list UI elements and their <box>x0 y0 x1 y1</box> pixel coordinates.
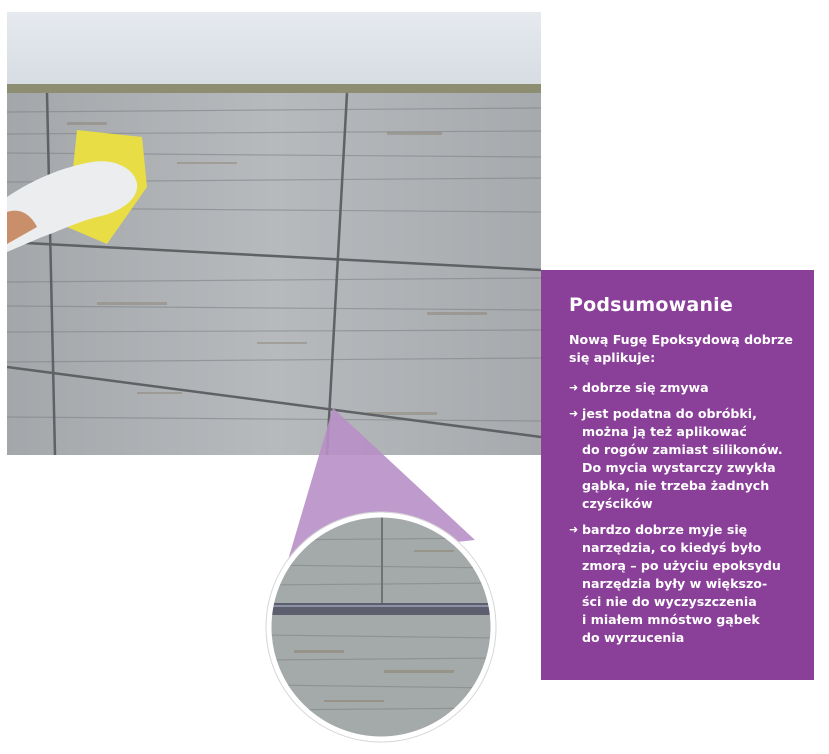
item-line: narzędzia były w większo- <box>582 576 768 591</box>
summary-title: Podsumowanie <box>569 294 733 316</box>
summary-list-item <box>569 405 800 513</box>
summary-panel <box>541 270 814 680</box>
summary-list-item <box>569 521 800 647</box>
arrow-right-icon: ➜ <box>569 381 579 394</box>
zoom-detail-circle <box>264 510 498 744</box>
item-line: Do mycia wystarczy zwykła <box>582 460 776 475</box>
item-line: dobrze się zmywa <box>582 380 709 395</box>
summary-list <box>569 379 800 647</box>
item-line: można ją też aplikować <box>582 424 747 439</box>
summary-list-item <box>569 379 800 397</box>
item-line: ści nie do wyczyszczenia <box>582 594 757 609</box>
item-line: czyścików <box>582 496 653 511</box>
arrow-right-icon: ➜ <box>569 407 579 420</box>
item-line: do wyrzucenia <box>582 630 685 645</box>
summary-intro <box>569 331 800 367</box>
arrow-right-icon: ➜ <box>569 523 579 536</box>
item-line: narzędzia, co kiedyś było <box>582 540 762 555</box>
tile-photo <box>7 12 541 455</box>
item-line: i miałem mnóstwo gąbek <box>582 612 760 627</box>
summary-intro-line: się aplikuje: <box>569 350 656 365</box>
item-line: do rogów zamiast silikonów. <box>582 442 783 457</box>
item-line: jest podatna do obróbki, <box>582 406 757 421</box>
item-line: gąbka, nie trzeba żadnych <box>582 478 770 493</box>
item-line: bardzo dobrze myje się <box>582 522 748 537</box>
item-line: zmorą – po użyciu epoksydu <box>582 558 781 573</box>
summary-intro-line: Nową Fugę Epoksydową dobrze <box>569 332 793 347</box>
